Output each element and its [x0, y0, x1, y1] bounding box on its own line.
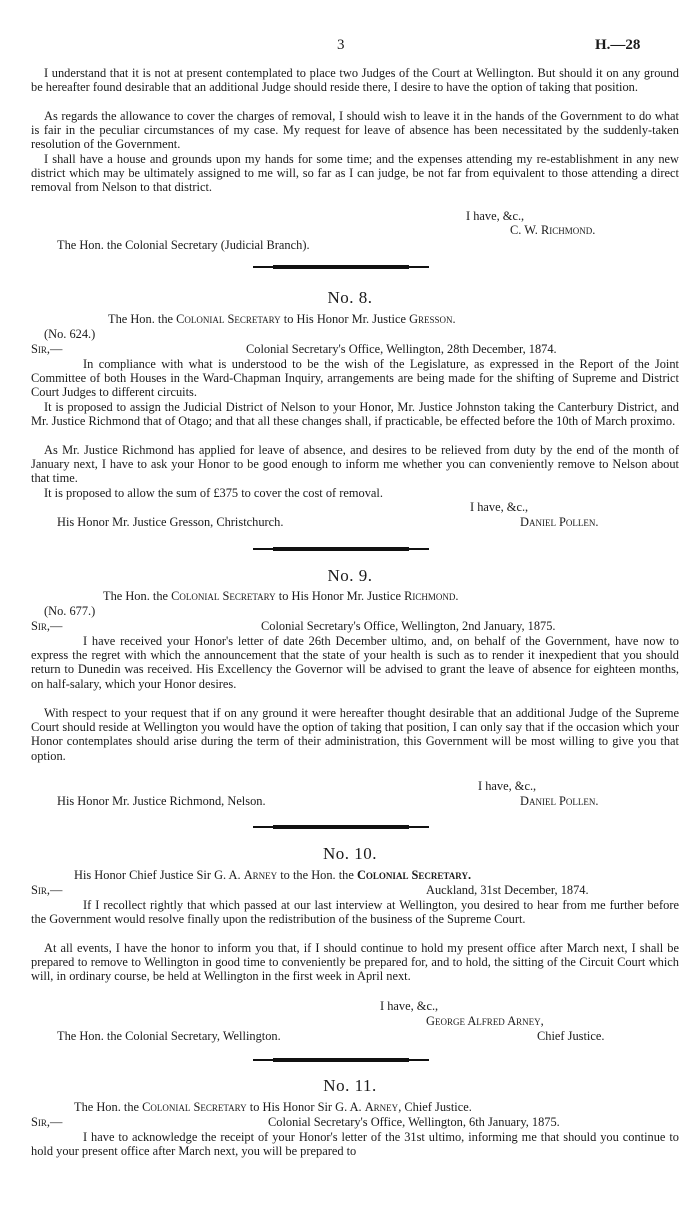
intro-paragraph-1: I understand that it is not at present contemplated to place two Judges of the Court at Wellington. But should it on any ground be hereafter found desirable that an additional Judge should reside there, I desire to have the option of taking that position.	[31, 66, 679, 95]
letter-11-dateline: Colonial Secretary's Office, Wellington, 6th January, 1875.	[268, 1115, 560, 1129]
letter-11-salutation: Sir,—	[31, 1115, 63, 1129]
letter-8-paragraph-4: It is proposed to allow the sum of £375 to cover the cost of removal.	[44, 486, 383, 500]
letter-8-paragraph-3: As Mr. Justice Richmond has applied for leave of absence, and desires to be relieved from duty by the end of the month of January next, I have to ask your Honor to be good enough to inform me whether you can conveniently remove to Nelson about that time.	[31, 443, 679, 486]
letter-10-salutation: Sir,—	[31, 883, 63, 897]
letter-10-addressee: The Hon. the Colonial Secretary, Wellington.	[57, 1029, 281, 1043]
section-divider	[253, 265, 429, 269]
letter-9-paragraph-1: I have received your Honor's letter of date 26th December ultimo, and, on behalf of the Government, have now to express the regret with which the announcement that the state of your health is such as to render it inexpedient that you should return to Dunedin was received. His Excellency the Governor will be advised to grant the leave of absence for eighteen months, on half-salary, which your Honor desires.	[31, 634, 679, 691]
page-number: 3	[337, 37, 345, 53]
letter-8-ref: (No. 624.)	[44, 327, 96, 341]
letter-9-paragraph-2: With respect to your request that if on any ground it were hereafter thought desirable that an additional Judge of the Supreme Court should reside at Wellington you would have the option of taking that position, I can only say that if the occasion which your Honor contemplates should arise during the term of their administration, this Government will be most willing to give you that option.	[31, 706, 679, 763]
letter-10-dateline: Auckland, 31st December, 1874.	[426, 883, 589, 897]
letter-10-signature-title: Chief Justice.	[537, 1029, 605, 1043]
letter-9-heading: The Hon. the Colonial Secretary to His Honor Mr. Justice Richmond.	[103, 589, 459, 603]
letter-11-heading: The Hon. the Colonial Secretary to His Honor Sir G. A. Arney, Chief Justice.	[74, 1100, 472, 1114]
letter-9-number: No. 9.	[327, 566, 373, 585]
letter-8-paragraph-2: It is proposed to assign the Judicial District of Nelson to your Honor, Mr. Justice Johnston taking the Canterbury District, and Mr. Justice Richmond that of Otago; and that all these changes shall, if practicable, be effected before the 10th of March proximo.	[31, 400, 679, 429]
letter-10-paragraph-1: If I recollect rightly that which passed at our last interview at Wellington, you desired to hear from me further before the Government would resolve finally upon the redistribution of the business of the Supreme Court.	[31, 898, 679, 927]
letter-8-closing: I have, &c.,	[470, 500, 529, 514]
letter-9-closing: I have, &c.,	[478, 779, 537, 793]
letter-8-signature: Daniel Pollen.	[520, 515, 599, 529]
letter-8-heading: The Hon. the Colonial Secretary to His Honor Mr. Justice Gresson.	[108, 312, 456, 326]
section-divider	[253, 547, 429, 551]
letter-8-paragraph-1: In compliance with what is understood to be the wish of the Legislature, as expressed in the Report of the Joint Committee of both Houses in the Ward-Chapman Inquiry, arrangements are being made for the shifting of Supreme and District Court Judges to different circuits.	[31, 357, 679, 400]
intro-signature: C. W. Richmond.	[510, 223, 596, 237]
letter-8-salutation: Sir,—	[31, 342, 63, 356]
letter-9-signature: Daniel Pollen.	[520, 794, 599, 808]
letter-10-number: No. 10.	[322, 844, 378, 863]
document-reference: H.—28	[595, 37, 641, 53]
letter-9-ref: (No. 677.)	[44, 604, 96, 618]
letter-9-dateline: Colonial Secretary's Office, Wellington, 2nd January, 1875.	[261, 619, 556, 633]
intro-addressee: The Hon. the Colonial Secretary (Judicial Branch).	[57, 238, 310, 252]
intro-paragraph-3: I shall have a house and grounds upon my hands for some time; and the expenses attending my re-establishment in any new district which may be ultimately assigned to me will, so far as I can judge, be not far from equivalent to those attending a direct removal from Nelson to that district.	[31, 152, 679, 195]
letter-10-signature: George Alfred Arney,	[426, 1014, 544, 1028]
intro-closing: I have, &c.,	[466, 209, 525, 223]
letter-8-dateline: Colonial Secretary's Office, Wellington, 28th December, 1874.	[246, 342, 557, 356]
letter-9-salutation: Sir,—	[31, 619, 63, 633]
letter-10-heading: His Honor Chief Justice Sir G. A. Arney to the Hon. the Colonial Secretary.	[74, 868, 472, 882]
letter-11-number: No. 11.	[323, 1076, 377, 1095]
letter-10-closing: I have, &c.,	[380, 999, 439, 1013]
letter-8-number: No. 8.	[327, 288, 373, 307]
letter-8-addressee: His Honor Mr. Justice Gresson, Christchurch.	[57, 515, 284, 529]
intro-paragraph-2: As regards the allowance to cover the charges of removal, I should wish to leave it in the hands of the Government to do what is fair in the peculiar circumstances of my case. My request for leave of absence has been necessitated by the suddenly-taken resolution of the Government.	[31, 109, 679, 152]
letter-11-paragraph-1: I have to acknowledge the receipt of your Honor's letter of the 31st ultimo, informing me that should you continue to hold your present office after March next, you will be prepared to	[31, 1130, 679, 1159]
section-divider	[253, 825, 429, 829]
letter-9-addressee: His Honor Mr. Justice Richmond, Nelson.	[57, 794, 266, 808]
section-divider	[253, 1058, 429, 1062]
letter-10-paragraph-2: At all events, I have the honor to inform you that, if I should continue to hold my present office after March next, I shall be prepared to remove to Wellington in good time to conveniently be prepared for, and to hold, the sitting of the Circuit Court which will, in ordinary course, be held at Wellington in the first week in April next.	[31, 941, 679, 984]
